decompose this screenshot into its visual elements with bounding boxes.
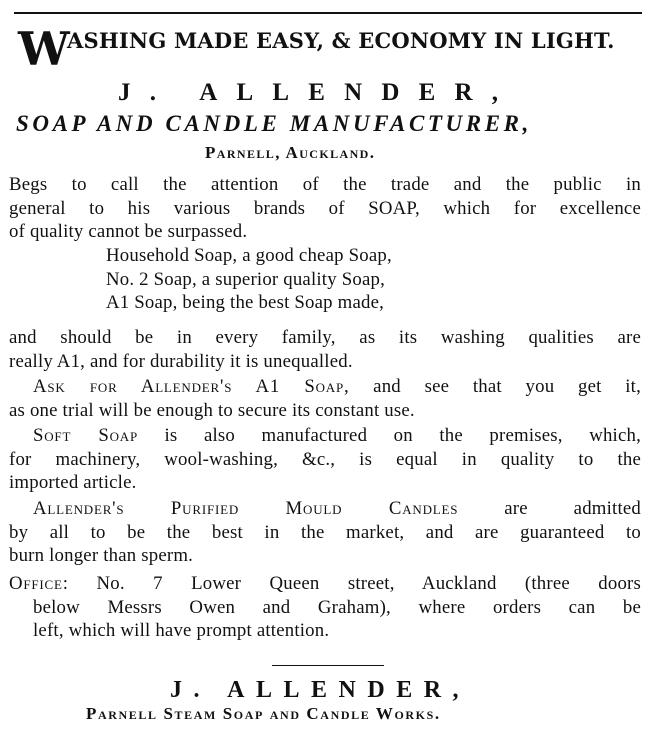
soft-line-3: imported article. <box>9 472 137 494</box>
footer-rule <box>272 665 384 666</box>
soft-line <box>9 424 641 448</box>
office-paragraph <box>9 572 641 643</box>
soft-rest: is also manufactured on the premises, which, <box>137 425 641 446</box>
footer-name: J. ALLENDER, <box>170 677 471 703</box>
footer-works: Parnell Steam Soap and Candle Works. <box>86 704 441 723</box>
advertiser-address: Parnell, Auckland. <box>205 143 376 162</box>
office-line-2: below Messrs Owen and Graham), where orders can be <box>33 596 641 618</box>
office-line <box>9 572 641 596</box>
brand-item: No. 2 Soap, a superior quality Soap, <box>106 268 385 290</box>
headline <box>18 22 643 76</box>
intro-line: Begs to call the attention of the trade and the public in <box>9 174 641 195</box>
ask-lead: Ask for Allender's A1 Soap, <box>33 376 350 397</box>
soap-brands-list <box>106 244 392 315</box>
ask-line-2: as one trial will be enough to secure its constant use. <box>9 399 415 421</box>
intro-paragraph <box>9 173 641 244</box>
ask-line <box>9 375 641 399</box>
a1-line: really A1, and for durability it is unequalled. <box>9 350 353 372</box>
top-rule <box>14 12 642 14</box>
brand-item: A1 Soap, being the best Soap made, <box>106 292 385 314</box>
office-line-3: left, which will have prompt attention. <box>33 620 330 642</box>
candles-paragraph <box>9 497 641 568</box>
candles-line <box>9 497 641 521</box>
advertiser-name: J. ALLENDER, <box>118 79 518 106</box>
headline-drop-initial: W <box>18 22 69 76</box>
brand-item: Household Soap, a good cheap Soap, <box>106 245 392 266</box>
a1-line: and should be in every family, as its washing qualities are <box>9 327 641 348</box>
soft-soap-paragraph <box>9 424 641 495</box>
advertiser-trade: SOAP AND CANDLE MANUFACTURER, <box>16 111 532 136</box>
candles-line-3: burn longer than sperm. <box>9 545 194 567</box>
headline-text: ASHING MADE EASY, & ECONOMY IN LIGHT. <box>67 28 615 53</box>
intro-line: of quality cannot be surpassed. <box>9 221 248 243</box>
candles-rest: are admitted <box>458 498 641 519</box>
a1-paragraph <box>9 326 641 373</box>
office-lead: Office <box>9 573 63 594</box>
ask-rest: and see that you get it, <box>349 376 641 397</box>
ask-paragraph <box>9 375 641 422</box>
office-rest: : No. 7 Lower Queen street, Auckland (three doors <box>62 573 641 594</box>
soft-line-2: for machinery, wool-washing, &c., is equal in quality to the <box>9 448 641 470</box>
soft-lead: Soft Soap <box>33 425 138 446</box>
candles-line-2: by all to be the best in the market, and are guaranteed to <box>9 521 641 543</box>
intro-line: general to his various brands of SOAP, which for excellence <box>9 197 641 219</box>
candles-lead: Allender's Purified Mould Candles <box>33 498 459 519</box>
